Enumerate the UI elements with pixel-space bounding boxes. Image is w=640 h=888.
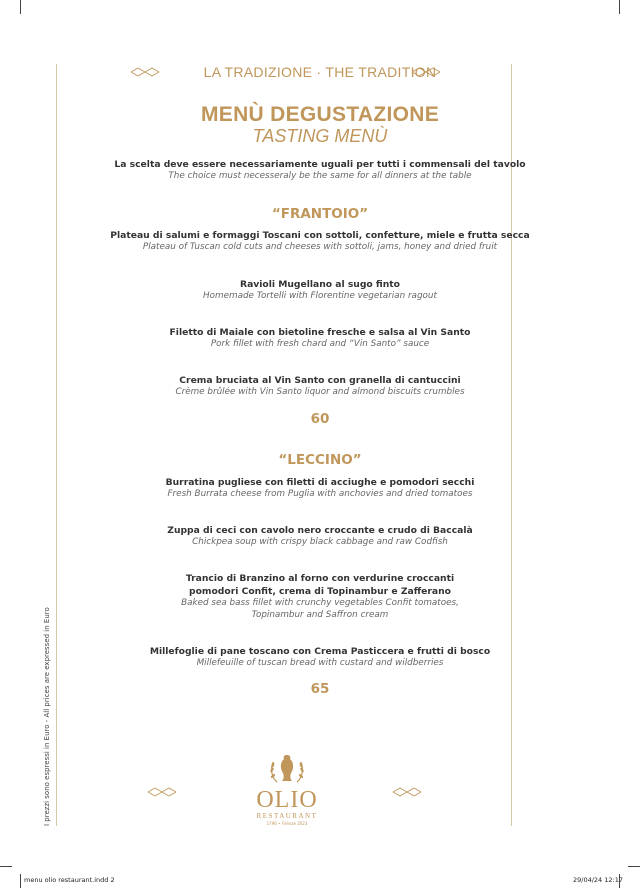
ornament-right-icon <box>411 66 441 78</box>
price-leccino: 65 <box>310 681 330 697</box>
crop-mark <box>20 0 21 14</box>
dish-en: Plateau of Tuscan cold cuts and cheeses with sottoli, jams, honey and dried fruit <box>142 242 498 252</box>
dish-en: Fresh Burrata cheese from Puglia with anchovies and dried tomatoes <box>167 489 473 499</box>
crop-mark <box>619 0 620 14</box>
ornament-bottom-left-icon <box>147 786 177 798</box>
dish-it: Plateau di salumi e formaggi Toscani con sottoli, confetture, miele e frutta secca <box>110 230 530 241</box>
dish-en: Topinambur and Saffron cream <box>251 610 389 620</box>
crop-mark <box>628 866 640 867</box>
dish-it: Trancio di Branzino al forno con verdurine croccanti <box>185 573 455 584</box>
menu-title: MENÙ DEGUSTAZIONE <box>200 103 440 126</box>
footer-filename: menu olio restaurant.indd 2 <box>24 876 115 884</box>
side-price-note: I prezzi sono espressi in Euro - All prices are expressed in Euro <box>43 607 51 826</box>
amphora-laurel-icon <box>267 752 307 786</box>
logo-tag: 1796 • Firenze 2023 <box>266 821 308 826</box>
dish-en: Homemade Tortelli with Florentine vegetarian ragout <box>203 291 437 301</box>
logo-sub: RESTAURANT <box>256 812 318 820</box>
dish-it: Filetto di Maiale con bietoline fresche e salsa al Vin Santo <box>169 327 471 338</box>
ornament-bottom-right-icon <box>392 786 422 798</box>
section-title-frantoio: “FRANTOIO” <box>271 206 369 222</box>
logo-name: OLIO <box>256 787 318 813</box>
crop-mark <box>20 874 21 888</box>
dish-en: Baked sea bass fillet with crunchy vegetables Confit tomatoes, <box>181 598 459 608</box>
dish-it: Crema bruciata al Vin Santo con granella di cantuccini <box>179 375 461 386</box>
price-frantoio: 60 <box>310 411 330 427</box>
crop-mark <box>0 866 12 867</box>
note-it: La scelta deve essere necessariamente uguali per tutti i commensali del tavolo <box>114 159 526 170</box>
dish-it: Millefoglie di pane toscano con Crema Pasticcera e frutti di bosco <box>149 646 491 657</box>
dish-it: pomodori Confit, crema di Topinambur e Zafferano <box>189 586 451 597</box>
dish-en: Pork fillet with fresh chard and “Vin Santo” sauce <box>210 339 430 349</box>
note-en: The choice must necesseraly be the same for all dinners at the table <box>168 171 472 181</box>
dish-it: Zuppa di ceci con cavolo nero croccante e crudo di Baccalà <box>167 525 473 536</box>
section-title-leccino: “LECCINO” <box>278 452 362 468</box>
footer-date: 29/04/24 12:17 <box>573 876 623 884</box>
dish-it: Burratina pugliese con filetti di acciughe e pomodori secchi <box>165 477 475 488</box>
dish-en: Chickpea soup with crispy black cabbage and raw Codfish <box>192 537 448 547</box>
restaurant-logo <box>255 752 319 827</box>
dish-en: Crème brûlée with Vin Santo liquor and almond biscuits crumbles <box>175 387 465 397</box>
menu-subtitle: TASTING MENÙ <box>252 126 388 146</box>
dish-it: Ravioli Mugellano al sugo finto <box>240 279 400 290</box>
dish-en: Millefeuille of tuscan bread with custard and wildberries <box>196 658 444 668</box>
section-header: LA TRADIZIONE · THE TRADITION <box>203 64 437 80</box>
